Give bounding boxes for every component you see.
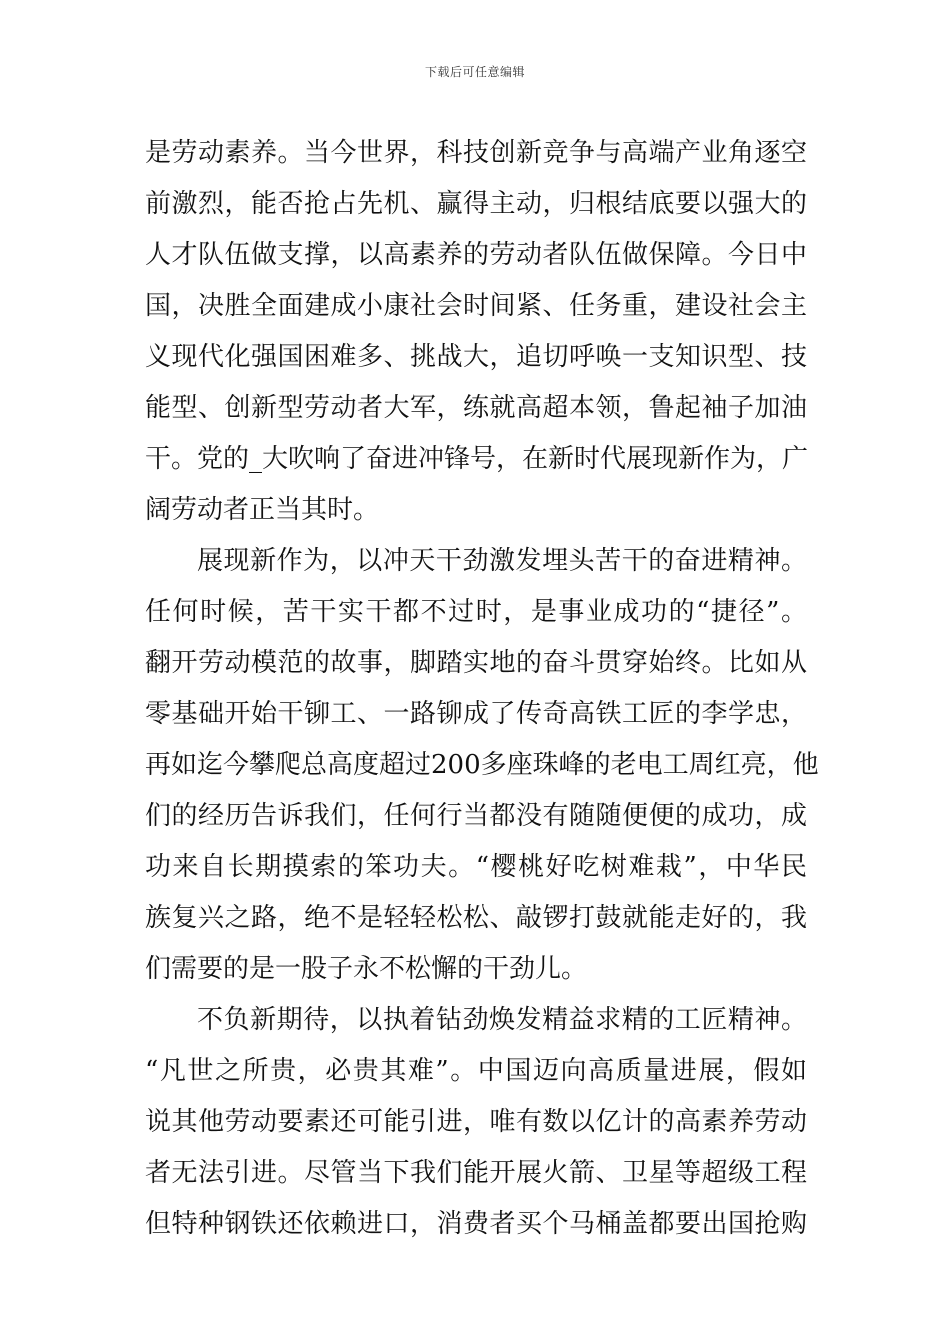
text-line: 阔劳动者正当其时。 — [145, 495, 380, 525]
text-line: 展现新作为，以冲天干劲激发埋头苦干的奋进精神。 — [197, 546, 807, 576]
text-line: 前激烈，能否抢占先机、赢得主动，归根结底要以强大的 — [145, 189, 807, 219]
paragraph — [145, 536, 819, 995]
paragraph — [145, 995, 807, 1250]
text-line: 义现代化强国困难多、挑战大，追切呼唤一支知识型、技 — [145, 342, 807, 372]
text-line: 再如迄今攀爬总高度超过200多座珠峰的老电工周红亮，他 — [145, 750, 819, 780]
text-line: 说其他劳动要素还可能引进，唯有数以亿计的高素养劳动 — [145, 1107, 807, 1137]
paragraph — [145, 128, 807, 536]
text-line: 功来自长期摸索的笨功夫。“樱桃好吃树难栽”，中华民 — [145, 852, 807, 882]
header-note: 下载后可任意编辑 — [424, 65, 525, 79]
text-line: 不负新期待，以执着钻劲焕发精益求精的工匠精神。 — [197, 1005, 807, 1035]
document-body — [145, 128, 819, 1250]
text-line: 族复兴之路，绝不是轻轻松松、敲锣打鼓就能走好的，我 — [145, 903, 807, 933]
text-line: 翻开劳动模范的故事，脚踏实地的奋斗贯穿始终。比如从 — [145, 648, 807, 678]
text-line: 们需要的是一股子永不松懈的干劲儿。 — [145, 954, 588, 984]
text-line: 者无法引进。尽管当下我们能开展火箭、卫星等超级工程 — [145, 1158, 807, 1188]
text-line: 干。党的_大吹响了奋进冲锋号，在新时代展现新作为，广 — [145, 444, 809, 474]
text-line: 但特种钢铁还依赖进口，消费者买个马桶盖都要出国抢购 — [145, 1209, 807, 1239]
text-line: 任何时候，苦干实干都不过时，是事业成功的“捷径”。 — [145, 597, 807, 627]
text-line: 国，决胜全面建成小康社会时间紧、任务重，建设社会主 — [145, 291, 807, 321]
text-line: 能型、创新型劳动者大军，练就高超本领，鲁起袖子加油 — [145, 393, 807, 423]
text-line: 零基础开始干铆工、一路铆成了传奇高铁工匠的李学忠， — [145, 699, 807, 729]
text-line: 们的经历告诉我们，任何行当都没有随随便便的成功，成 — [145, 801, 807, 831]
page-header — [0, 64, 950, 80]
text-line: “凡世之所贵，必贵其难”。中国迈向高质量进展，假如 — [145, 1056, 807, 1086]
text-line: 人才队伍做支撑，以高素养的劳动者队伍做保障。今日中 — [145, 240, 807, 270]
text-line: 是劳动素养。当今世界，科技创新竞争与高端产业角逐空 — [145, 138, 807, 168]
